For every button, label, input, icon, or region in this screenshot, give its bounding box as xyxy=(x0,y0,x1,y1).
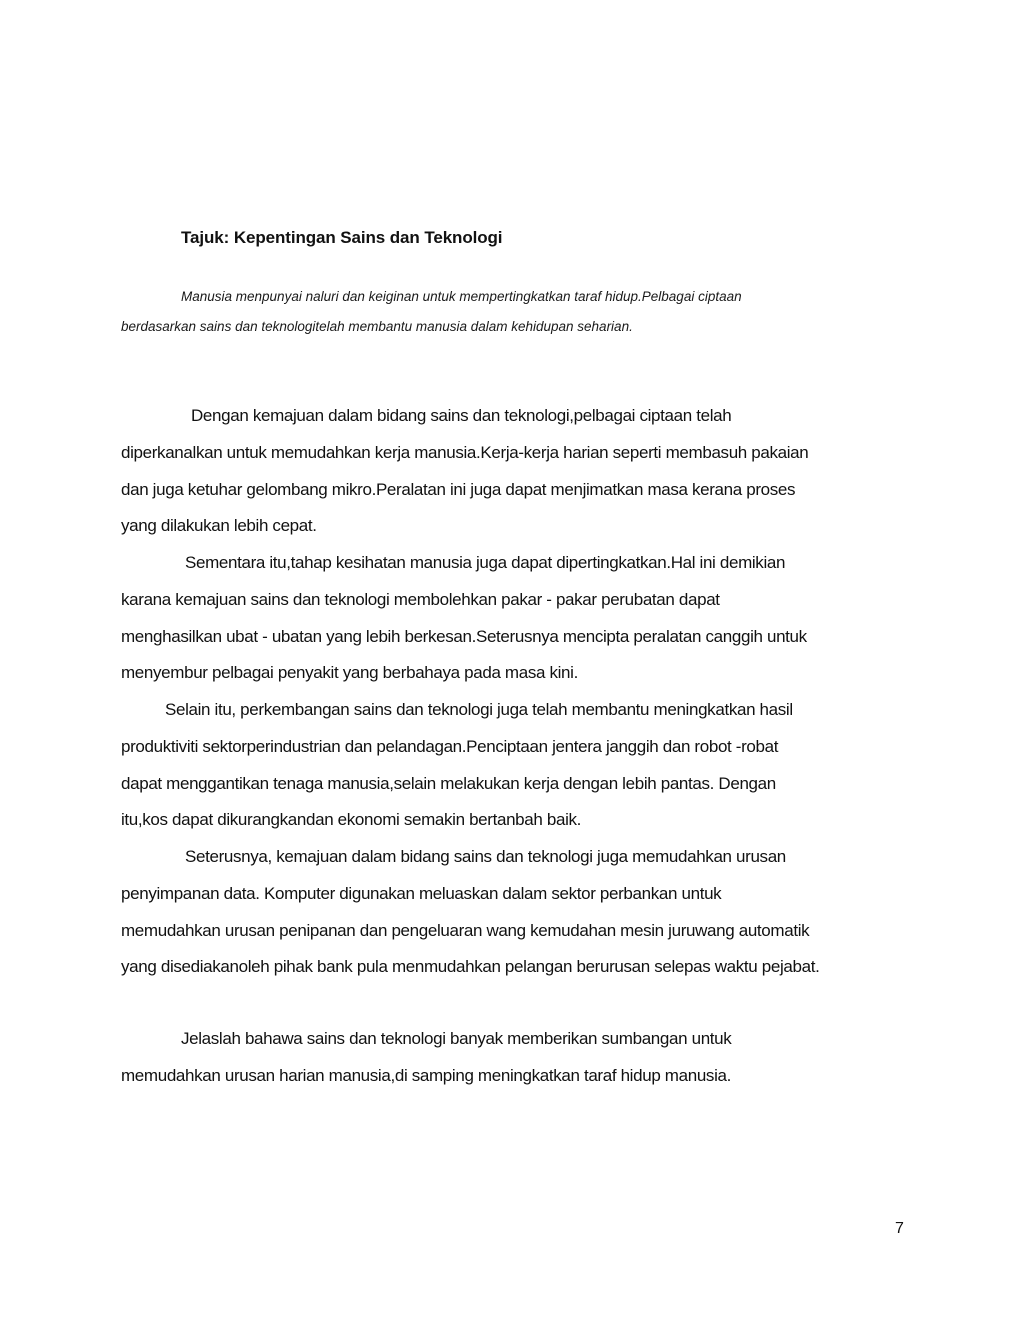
paragraph-line: dan juga ketuhar gelombang mikro.Peralatan ini juga dapat menjimatkan masa kerana proses xyxy=(121,479,796,499)
intro-line: Manusia menpunyai naluri dan keiginan untuk mempertingkatkan taraf hidup.Pelbagai ciptaan xyxy=(181,289,742,304)
body-paragraph-4 xyxy=(121,839,921,986)
paragraph-line: Sementara itu,tahap kesihatan manusia juga dapat dipertingkatkan.Hal ini demikian xyxy=(185,553,786,572)
paragraph-line: yang disediakanoleh pihak bank pula menmudahkan pelangan berurusan selepas waktu pejabat. xyxy=(121,957,820,977)
paragraph-line: memudahkan urusan harian manusia,di samping meningkatkan taraf hidup manusia. xyxy=(121,1065,731,1085)
paragraph-line: menyembur pelbagai penyakit yang berbahaya pada masa kini. xyxy=(121,663,578,683)
paragraph-line: produktiviti sektorperindustrian dan pelandagan.Penciptaan jentera janggih dan robot -robat xyxy=(121,736,779,756)
paragraph-line: memudahkan urusan penipanan dan pengeluaran wang kemudahan mesin juruwang automatik xyxy=(121,920,810,940)
paragraph-line: Selain itu, perkembangan sains dan teknologi juga telah membantu meningkatkan hasil xyxy=(165,700,793,719)
paragraph-line: karana kemajuan sains dan teknologi membolehkan pakar - pakar perubatan dapat xyxy=(121,589,720,609)
paragraph-line: Jelaslah bahawa sains dan teknologi banyak memberikan sumbangan untuk xyxy=(181,1029,732,1048)
body-paragraph-5 xyxy=(121,1021,921,1095)
body-paragraph-1 xyxy=(121,398,921,545)
paragraph-line: dapat menggantikan tenaga manusia,selain melakukan kerja dengan lebih pantas. Dengan xyxy=(121,773,776,793)
paragraph-line: penyimpanan data. Komputer digunakan meluaskan dalam sektor perbankan untuk xyxy=(121,883,722,903)
body-paragraph-3 xyxy=(121,692,921,839)
paragraph-line: itu,kos dapat dikurangkandan ekonomi semakin bertanbah baik. xyxy=(121,810,582,830)
paragraph-line: Seterusnya, kemajuan dalam bidang sains dan teknologi juga memudahkan urusan xyxy=(185,847,786,866)
paragraph-line: yang dilakukan lebih cepat. xyxy=(121,516,317,536)
intro-line: berdasarkan sains dan teknologitelah membantu manusia dalam kehidupan seharian. xyxy=(121,319,633,334)
paragraph-line: diperkanalkan untuk memudahkan kerja manusia.Kerja-kerja harian seperti membasuh pakaian xyxy=(121,442,809,462)
document-title: Tajuk: Kepentingan Sains dan Teknologi xyxy=(181,228,503,247)
paragraph-line: Dengan kemajuan dalam bidang sains dan teknologi,pelbagai ciptaan telah xyxy=(191,406,732,425)
intro-paragraph xyxy=(121,282,881,342)
body-paragraph-2 xyxy=(121,545,921,692)
page-number: 7 xyxy=(895,1220,904,1237)
paragraph-line: menghasilkan ubat - ubatan yang lebih berkesan.Seterusnya mencipta peralatan canggih untuk xyxy=(121,626,807,646)
